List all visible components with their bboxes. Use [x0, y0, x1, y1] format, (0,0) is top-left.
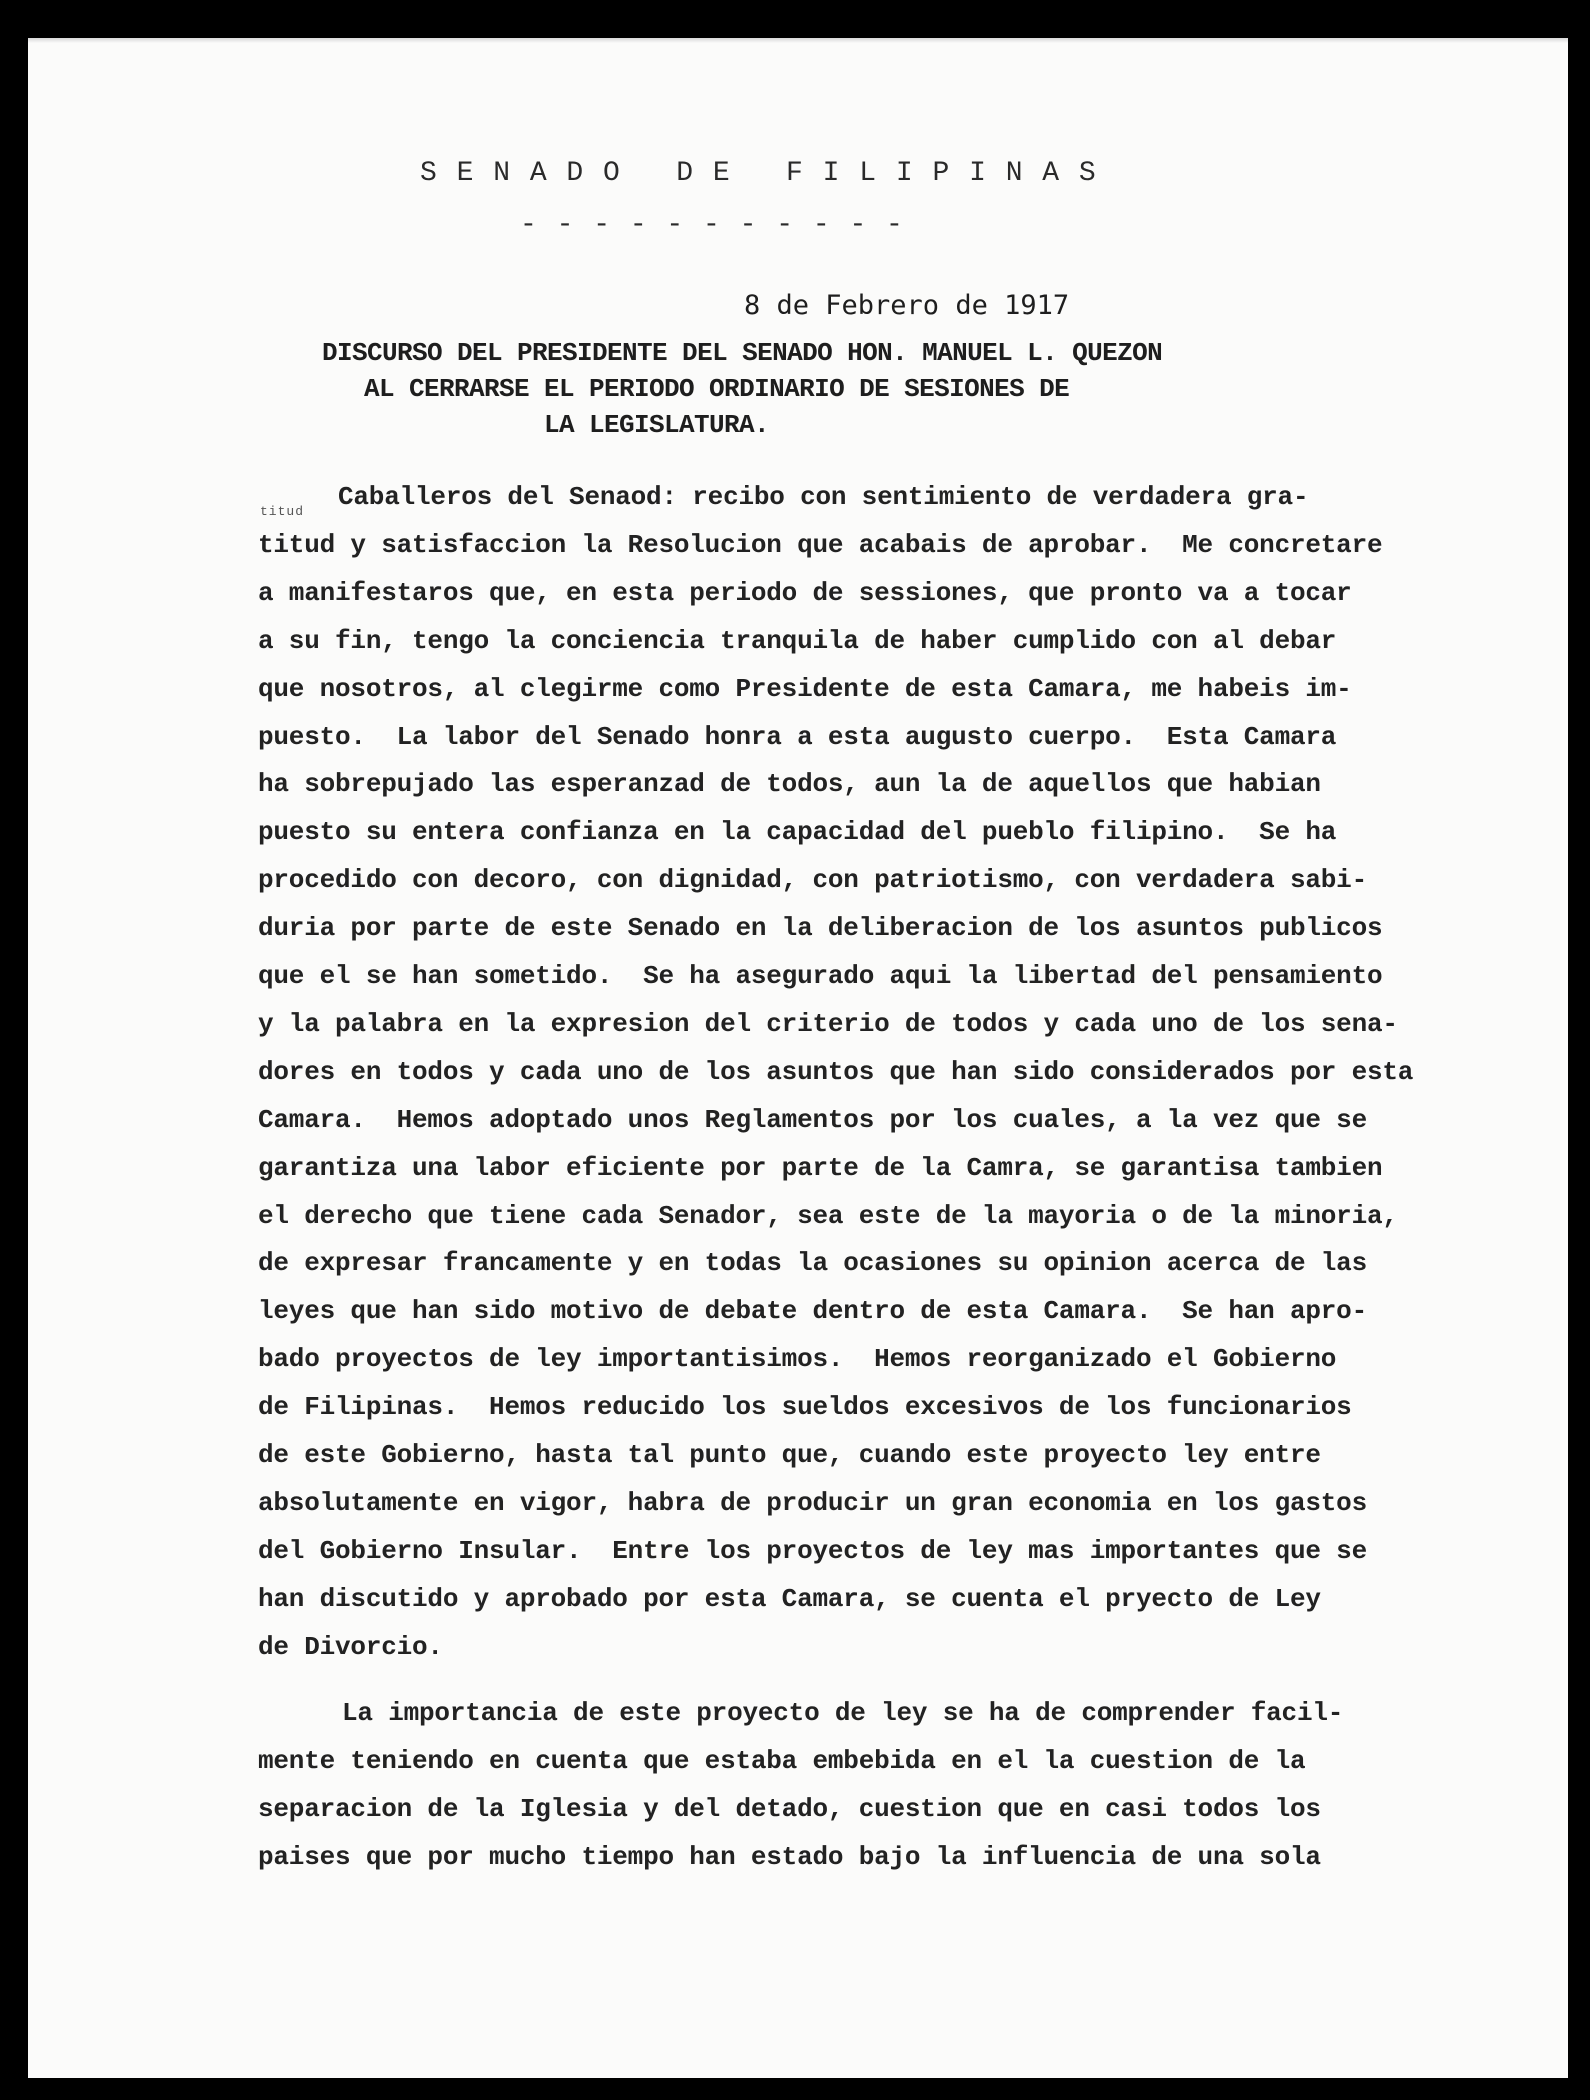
- document-page: [28, 38, 1568, 2078]
- paragraph-1-line: Caballeros del Senaod: recibo con sentimiento de verdadera gra-: [338, 482, 1309, 512]
- paragraph-1-line: titud y satisfaccion la Resolucion que acabais de aprobar. Me concretare: [258, 529, 1383, 560]
- paragraph-1-line: garantiza una labor eficiente por parte de la Camra, se garantisa tambien: [258, 1152, 1383, 1183]
- page-top-edge: [28, 38, 1568, 43]
- paragraph-1-line: Camara. Hemos adoptado unos Reglamentos por los cuales, a la vez que se: [258, 1104, 1367, 1135]
- document-date: 8 de Febrero de 1917: [744, 290, 1070, 321]
- subject-line-2: AL CERRARSE EL PERIODO ORDINARIO DE SESIONES DE: [364, 374, 1070, 404]
- paragraph-1-line: y la palabra en la expresion del criterio de todos y cada uno de los sena-: [258, 1008, 1398, 1039]
- paragraph-1-line: de Filipinas. Hemos reducido los sueldos excesivos de los funcionarios: [258, 1392, 1352, 1423]
- paragraph-1-line: leyes que han sido motivo de debate dentro de esta Camara. Se han apro-: [258, 1296, 1367, 1327]
- paragraph-1-line: han discutido y aprobado por esta Camara, se cuenta el pryecto de Ley: [258, 1583, 1321, 1614]
- paragraph-1-line: que el se han sometido. Se ha asegurado aqui la libertad del pensamiento: [258, 961, 1383, 991]
- paragraph-1-line: procedido con decoro, con dignidad, con patriotismo, con verdadera sabi-: [258, 865, 1367, 896]
- paragraph-1-line: de Divorcio.: [258, 1631, 443, 1662]
- paragraph-1-line: a su fin, tengo la conciencia tranquila de haber cumplido con al debar: [258, 625, 1337, 656]
- paragraph-1-line: ha sobrepujado las esperanzad de todos, aun la de aquellos que habian: [258, 769, 1321, 800]
- paragraph-1-line: puesto. La labor del Senado honra a esta augusto cuerpo. Esta Camara: [258, 721, 1337, 752]
- paragraph-2-line: La importancia de este proyecto de ley se ha de comprender facil-: [342, 1698, 1344, 1728]
- heading-rule: - - - - - - - - - - -: [520, 210, 905, 241]
- document-heading: S E N A D O D E F I L I P I N A S: [420, 158, 1098, 189]
- paragraph-1-line: duria por parte de este Senado en la deliberacion de los asuntos publicos: [258, 913, 1383, 944]
- subject-line-1: DISCURSO DEL PRESIDENTE DEL SENADO HON. MANUEL L. QUEZON: [322, 338, 1163, 368]
- paragraph-1-line: absolutamente en vigor, habra de producir un gran economia en los gastos: [258, 1487, 1367, 1518]
- paragraph-1-line: a manifestaros que, en esta periodo de sessiones, que pronto va a tocar: [258, 577, 1352, 608]
- paragraph-2-line: paises que por mucho tiempo han estado bajo la influencia de una sola: [258, 1841, 1321, 1872]
- subject-line-3: LA LEGISLATURA.: [544, 410, 770, 440]
- paragraph-2-line: separacion de la Iglesia y del detado, cuestion que en casi todos los: [258, 1793, 1321, 1824]
- paragraph-1-line: puesto su entera confianza en la capacidad del pueblo filipino. Se ha: [258, 817, 1337, 848]
- paragraph-1-line: el derecho que tiene cada Senador, sea este de la mayoria o de la minoria,: [258, 1200, 1398, 1231]
- paragraph-1-line: del Gobierno Insular. Entre los proyectos de ley mas importantes que se: [258, 1535, 1367, 1566]
- paragraph-2-line: mente teniendo en cuenta que estaba embebida en el la cuestion de la: [258, 1745, 1306, 1776]
- interlinear-correction: titud: [260, 504, 305, 519]
- paragraph-1-line: que nosotros, al clegirme como Presidente de esta Camara, me habeis im-: [258, 673, 1352, 704]
- paragraph-1-line: dores en todos y cada uno de los asuntos que han sido considerados por esta: [258, 1056, 1414, 1087]
- paragraph-1-line: de expresar francamente y en todas la ocasiones su opinion acerca de las: [258, 1248, 1367, 1279]
- paragraph-1-line: de este Gobierno, hasta tal punto que, cuando este proyecto ley entre: [258, 1440, 1321, 1470]
- paragraph-1-line: bado proyectos de ley importantisimos. Hemos reorganizado el Gobierno: [258, 1344, 1337, 1375]
